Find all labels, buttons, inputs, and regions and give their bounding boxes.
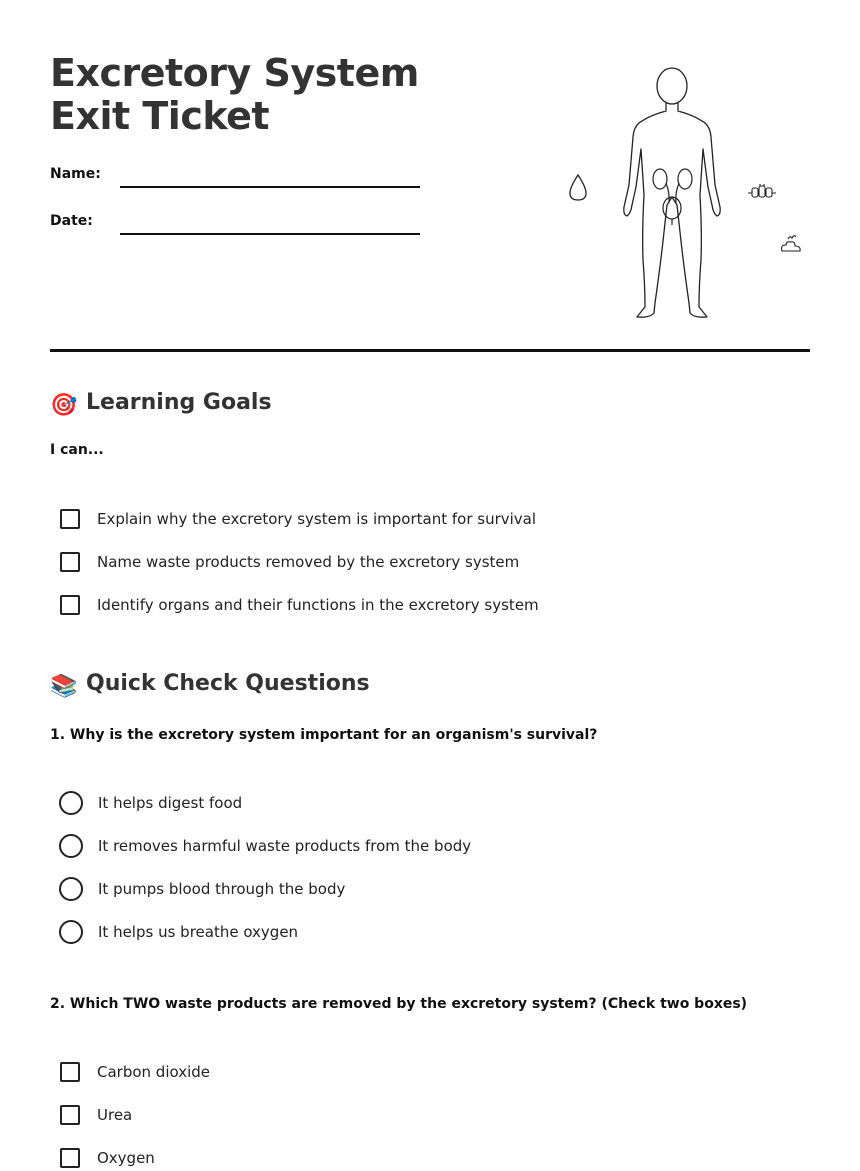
answer-option[interactable]: [60, 919, 298, 945]
answer-option[interactable]: [60, 1059, 210, 1085]
learning-goals-title: Learning Goals: [86, 390, 272, 415]
quick-check-heading: [50, 671, 370, 699]
question-1-text: 1. Why is the excretory system important for an organism's survival?: [50, 727, 598, 743]
answer-label: Urea: [97, 1106, 133, 1124]
date-input-line[interactable]: [120, 211, 420, 235]
goal-label: Identify organs and their functions in the excretory system: [97, 596, 539, 614]
radio-button[interactable]: [59, 791, 83, 815]
target-icon: 🎯: [50, 393, 78, 418]
goal-label: Name waste products removed by the excretory system: [97, 553, 520, 571]
radio-button[interactable]: [59, 877, 83, 901]
goal-checkbox[interactable]: [60, 552, 80, 572]
answer-option[interactable]: [60, 876, 345, 902]
date-label: Date:: [50, 213, 93, 229]
answer-label: It helps digest food: [98, 794, 243, 812]
goal-item[interactable]: [60, 506, 536, 532]
answer-checkbox[interactable]: [60, 1148, 80, 1168]
goal-label: Explain why the excretory system is important for survival: [97, 510, 537, 528]
name-input-line[interactable]: [120, 164, 420, 188]
answer-label: It pumps blood through the body: [98, 880, 346, 898]
human-body-outline-icon: [624, 68, 720, 317]
learning-goals-intro: I can...: [50, 442, 104, 458]
name-field-row: [50, 164, 420, 188]
quick-check-title: Quick Check Questions: [86, 671, 370, 696]
answer-label: It helps us breathe oxygen: [98, 923, 299, 941]
ticket-header: [50, 0, 810, 352]
answer-checkbox[interactable]: [60, 1105, 80, 1125]
answer-label: Oxygen: [97, 1149, 155, 1167]
question-2-text: 2. Which TWO waste products are removed by the excretory system? (Check two boxes): [50, 996, 748, 1012]
exit-ticket-page: [50, 0, 810, 1167]
page-title: Excretory System Exit Ticket: [50, 51, 419, 138]
answer-label: It removes harmful waste products from the body: [98, 837, 472, 855]
answer-option[interactable]: [60, 833, 471, 859]
learning-goals-heading: [50, 390, 272, 418]
goal-item[interactable]: [60, 592, 539, 618]
excretory-illustration: [530, 45, 810, 330]
answer-option[interactable]: [60, 790, 242, 816]
books-icon: 📚: [50, 674, 78, 699]
answer-option[interactable]: [60, 1145, 155, 1171]
radio-button[interactable]: [59, 920, 83, 944]
kidneys-icon: [653, 169, 692, 225]
radio-button[interactable]: [59, 834, 83, 858]
answer-label: Carbon dioxide: [97, 1063, 211, 1081]
name-label: Name:: [50, 166, 101, 182]
answer-option[interactable]: [60, 1102, 132, 1128]
goal-checkbox[interactable]: [60, 595, 80, 615]
goal-checkbox[interactable]: [60, 509, 80, 529]
water-drop-icon: [570, 175, 586, 200]
date-field-row: [50, 211, 420, 235]
answer-checkbox[interactable]: [60, 1062, 80, 1082]
lungs-icon: [748, 184, 776, 197]
waste-pile-icon: [782, 236, 801, 251]
goal-item[interactable]: [60, 549, 519, 575]
